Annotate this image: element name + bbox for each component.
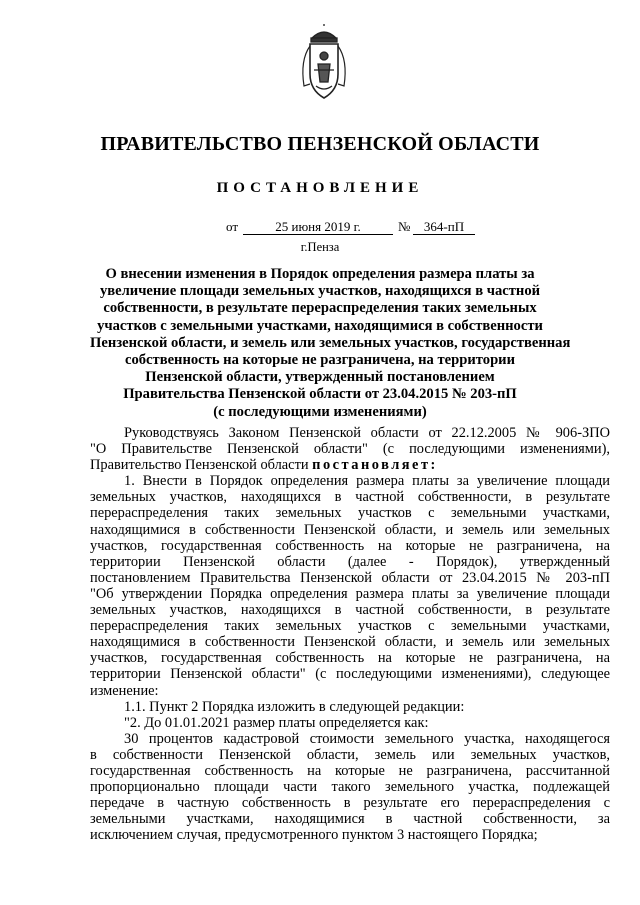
body-line: перераспределения таких земельных участков с земельными участками,: [90, 505, 610, 522]
body-line: 1.1. Пункт 2 Порядка изложить в следующей редакции:: [124, 698, 465, 715]
body-line: участков, государственная собственность на которые не разграничена, на: [90, 537, 610, 554]
heading-line: увеличение площади земельных участков, находящихся в частной: [99, 283, 541, 300]
heading-line: (с последующими изменениями): [213, 403, 427, 420]
body-line: постановлением Правительства Пензенской области от 23.04.2015 № 203-пП: [90, 569, 610, 586]
heading-line: собственности, в результате перераспределения таких земельных: [103, 300, 537, 317]
heading-line: Пензенской области, и земель или земельных участков, государственная: [90, 334, 571, 351]
body-line: 30 процентов кадастровой стоимости земельного участка, находящегося: [124, 730, 610, 747]
body-line: территории Пензенской области (далее - Порядок), утвержденный: [90, 553, 610, 570]
document-body: [90, 425, 610, 843]
document-number: 364-пП: [413, 219, 475, 235]
body-line: "2. До 01.01.2021 размер платы определяется как:: [124, 714, 429, 731]
body-line: "Об утверждении Порядка определения размера платы за увеличение площади: [90, 585, 610, 602]
body-line: государственная собственность на которые не разграничена, рассчитанной: [90, 762, 610, 779]
decree-keyword: постановляет:: [312, 457, 438, 474]
place-of-issue: г.Пенза: [300, 240, 340, 254]
document-type: ПОСТАНОВЛЕНИЕ: [216, 180, 424, 196]
body-line: изменение:: [90, 682, 159, 699]
body-line: земельными участками, находящимися в частной собственности, за: [90, 811, 610, 828]
body-line: 1. Внести в Порядок определения размера платы за увеличение площади: [124, 473, 610, 490]
document-date: 25 июня 2019 г.: [243, 219, 393, 235]
date-number-line: [0, 219, 640, 239]
body-line: пропорционально площади части такого земельного участка, подлежащей: [90, 779, 610, 796]
government-title: ПРАВИТЕЛЬСТВО ПЕНЗЕНСКОЙ ОБЛАСТИ: [100, 133, 540, 155]
body-line: исключением случая, предусмотренного пунктом 3 настоящего Порядка;: [90, 827, 538, 844]
body-line: участков, государственная собственность на которые не разграничена, на: [90, 650, 610, 667]
body-line: перераспределения таких земельных участков с земельными участками,: [90, 618, 610, 635]
body-line: находящимися в собственности Пензенской области, и земель или земельных: [90, 634, 610, 651]
body-line: передаче в частную собственность в результате его перераспределения с: [90, 795, 610, 812]
document-heading: [90, 266, 571, 421]
body-text: Правительство Пензенской области: [90, 457, 309, 474]
heading-line: собственность на которые не разграничена, на территории: [124, 352, 515, 369]
body-line: в собственности Пензенской области, земель или земельных участков,: [90, 746, 610, 763]
number-prefix: №: [398, 219, 411, 234]
heading-line: Пензенской области, утвержденный постановлением: [145, 369, 495, 386]
body-line: находящимися в собственности Пензенской области, и земель или земельных: [90, 521, 610, 538]
body-line: "О Правительстве Пензенской области" (с последующими изменениями),: [90, 441, 610, 458]
heading-line: О внесении изменения в Порядок определения размера платы за: [105, 266, 535, 282]
body-line: территории Пензенской области" (с последующими изменениями), следующее: [90, 666, 610, 683]
heading-line: Правительства Пензенской области от 23.04.2015 № 203-пП: [123, 386, 517, 403]
heading-line: участков с земельными участками, находящимися в собственности: [97, 317, 543, 334]
date-prefix: от: [226, 219, 239, 234]
body-line: Руководствуясь Законом Пензенской области от 22.12.2005 № 906-ЗПО: [124, 425, 610, 441]
coat-of-arms-emblem: [296, 24, 352, 104]
body-line: земельных участков, находящихся в частной собственности, в результате: [90, 602, 610, 619]
body-line: [90, 457, 610, 473]
body-line: земельных участков, находящихся в частной собственности, в результате: [90, 489, 610, 506]
